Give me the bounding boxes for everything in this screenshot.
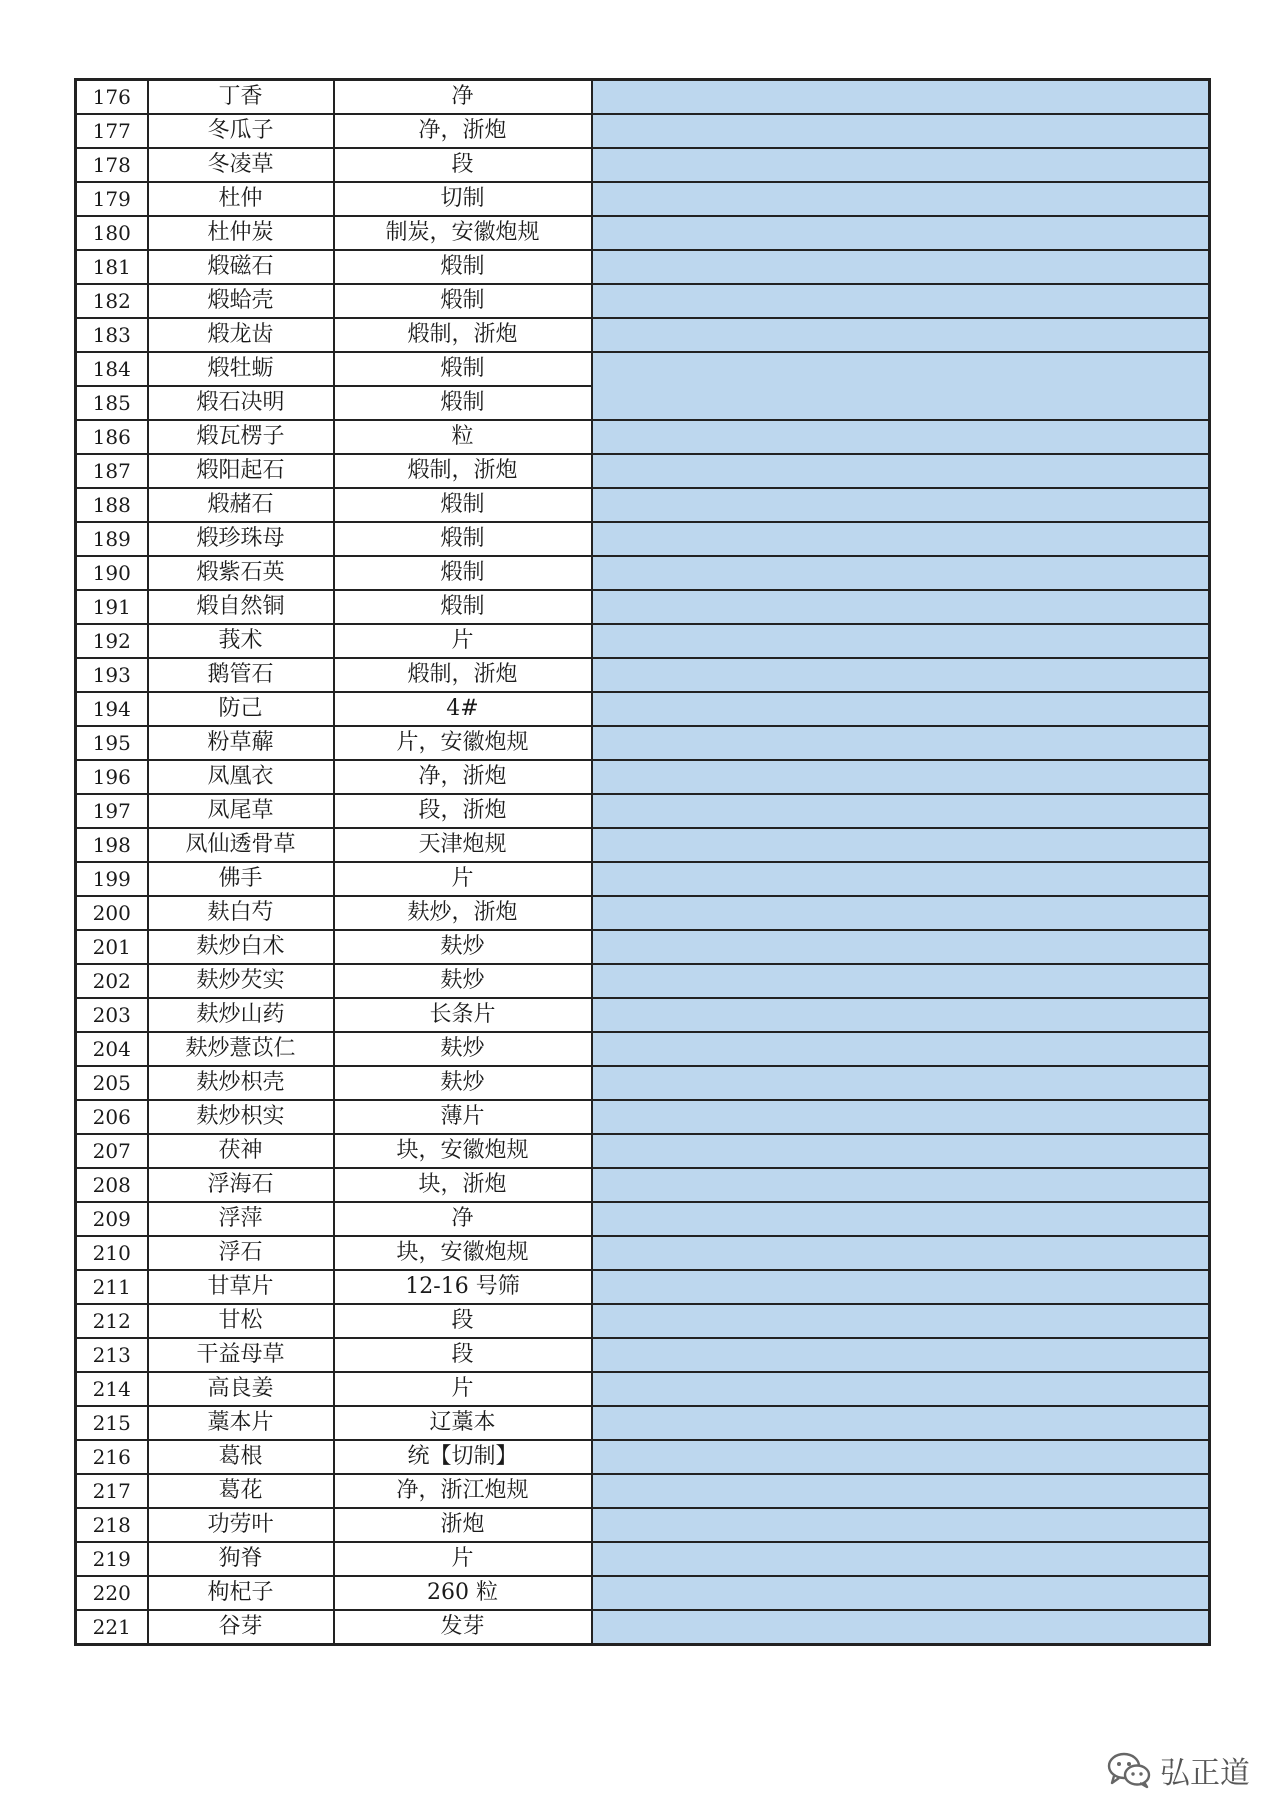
highlight-cell — [592, 1134, 1210, 1168]
table-row — [76, 1066, 1210, 1100]
herb-name: 麸炒白术 — [148, 930, 334, 964]
highlight-cell — [592, 692, 1210, 726]
highlight-cell — [592, 352, 1210, 420]
herb-name: 煅石决明 — [148, 386, 334, 420]
row-number: 203 — [76, 998, 148, 1032]
herb-spec: 净 — [334, 80, 592, 115]
herb-name: 煅磁石 — [148, 250, 334, 284]
row-number: 200 — [76, 896, 148, 930]
table-row — [76, 1440, 1210, 1474]
herb-spec: 制炭，安徽炮规 — [334, 216, 592, 250]
herb-name: 浮石 — [148, 1236, 334, 1270]
row-number: 213 — [76, 1338, 148, 1372]
herb-name: 麸炒芡实 — [148, 964, 334, 998]
row-number: 202 — [76, 964, 148, 998]
herb-name: 冬凌草 — [148, 148, 334, 182]
highlight-cell — [592, 1236, 1210, 1270]
herb-name: 麸炒枳壳 — [148, 1066, 334, 1100]
herb-spec: 段 — [334, 1304, 592, 1338]
row-number: 185 — [76, 386, 148, 420]
herb-spec: 片 — [334, 1542, 592, 1576]
highlight-cell — [592, 182, 1210, 216]
herb-name: 麸炒山药 — [148, 998, 334, 1032]
herb-spec: 煅制，浙炮 — [334, 454, 592, 488]
herb-name: 凤凰衣 — [148, 760, 334, 794]
table-row — [76, 1406, 1210, 1440]
row-number: 192 — [76, 624, 148, 658]
table-row — [76, 1304, 1210, 1338]
table-row — [76, 1134, 1210, 1168]
herb-name: 凤仙透骨草 — [148, 828, 334, 862]
row-number: 181 — [76, 250, 148, 284]
herb-name: 丁香 — [148, 80, 334, 115]
herb-name: 冬瓜子 — [148, 114, 334, 148]
herb-name: 枸杞子 — [148, 1576, 334, 1610]
table-row — [76, 828, 1210, 862]
row-number: 179 — [76, 182, 148, 216]
row-number: 207 — [76, 1134, 148, 1168]
herb-name: 谷芽 — [148, 1610, 334, 1645]
row-number: 206 — [76, 1100, 148, 1134]
herb-name: 浮海石 — [148, 1168, 334, 1202]
herb-spec: 净，浙炮 — [334, 760, 592, 794]
row-number: 210 — [76, 1236, 148, 1270]
herb-spec: 煅制 — [334, 522, 592, 556]
row-number: 208 — [76, 1168, 148, 1202]
row-number: 196 — [76, 760, 148, 794]
table-row — [76, 216, 1210, 250]
table-row — [76, 998, 1210, 1032]
highlight-cell — [592, 420, 1210, 454]
herb-spec: 煅制，浙炮 — [334, 658, 592, 692]
highlight-cell — [592, 454, 1210, 488]
herb-name: 甘松 — [148, 1304, 334, 1338]
herb-spec: 麸炒，浙炮 — [334, 896, 592, 930]
highlight-cell — [592, 624, 1210, 658]
highlight-cell — [592, 114, 1210, 148]
row-number: 204 — [76, 1032, 148, 1066]
herb-spec: 煅制 — [334, 488, 592, 522]
highlight-cell — [592, 1440, 1210, 1474]
table-row — [76, 1372, 1210, 1406]
table-row — [76, 318, 1210, 352]
row-number: 177 — [76, 114, 148, 148]
table-row — [76, 1508, 1210, 1542]
herb-spec: 浙炮 — [334, 1508, 592, 1542]
row-number: 189 — [76, 522, 148, 556]
table-row — [76, 250, 1210, 284]
herb-spec: 净，浙江炮规 — [334, 1474, 592, 1508]
herb-spec: 块，安徽炮规 — [334, 1236, 592, 1270]
highlight-cell — [592, 284, 1210, 318]
row-number: 198 — [76, 828, 148, 862]
highlight-cell — [592, 318, 1210, 352]
row-number: 191 — [76, 590, 148, 624]
herb-name: 煅蛤壳 — [148, 284, 334, 318]
row-number: 220 — [76, 1576, 148, 1610]
herb-spec: 12-16 号筛 — [334, 1270, 592, 1304]
highlight-cell — [592, 1270, 1210, 1304]
herb-name: 煅赭石 — [148, 488, 334, 522]
herb-spec: 片 — [334, 1372, 592, 1406]
table-row — [76, 114, 1210, 148]
table-row — [76, 488, 1210, 522]
herb-name: 葛根 — [148, 1440, 334, 1474]
herb-name: 麸白芍 — [148, 896, 334, 930]
row-number: 190 — [76, 556, 148, 590]
row-number: 221 — [76, 1610, 148, 1645]
table-row — [76, 182, 1210, 216]
herb-spec: 煅制 — [334, 250, 592, 284]
herb-spec: 块，浙炮 — [334, 1168, 592, 1202]
highlight-cell — [592, 522, 1210, 556]
herb-name: 杜仲 — [148, 182, 334, 216]
highlight-cell — [592, 1168, 1210, 1202]
table-row — [76, 1338, 1210, 1372]
highlight-cell — [592, 896, 1210, 930]
herb-spec: 煅制 — [334, 352, 592, 386]
herb-name: 煅自然铜 — [148, 590, 334, 624]
herb-spec: 净 — [334, 1202, 592, 1236]
table-row — [76, 1202, 1210, 1236]
row-number: 187 — [76, 454, 148, 488]
herb-spec: 段 — [334, 1338, 592, 1372]
table-row — [76, 454, 1210, 488]
table-row — [76, 1610, 1210, 1645]
herb-name: 葛花 — [148, 1474, 334, 1508]
table-row — [76, 1576, 1210, 1610]
herb-spec: 净，浙炮 — [334, 114, 592, 148]
highlight-cell — [592, 1474, 1210, 1508]
highlight-cell — [592, 1610, 1210, 1645]
herb-spec: 辽藁本 — [334, 1406, 592, 1440]
row-number: 180 — [76, 216, 148, 250]
row-number: 216 — [76, 1440, 148, 1474]
row-number: 178 — [76, 148, 148, 182]
highlight-cell — [592, 1542, 1210, 1576]
table-row — [76, 556, 1210, 590]
herb-spec: 4# — [334, 692, 592, 726]
row-number: 211 — [76, 1270, 148, 1304]
table-row — [76, 1100, 1210, 1134]
herb-spec: 煅制 — [334, 590, 592, 624]
table-row — [76, 1542, 1210, 1576]
table-row — [76, 658, 1210, 692]
table-row — [76, 726, 1210, 760]
table-row — [76, 148, 1210, 182]
highlight-cell — [592, 1338, 1210, 1372]
highlight-cell — [592, 1576, 1210, 1610]
row-number: 193 — [76, 658, 148, 692]
row-number: 218 — [76, 1508, 148, 1542]
highlight-cell — [592, 1066, 1210, 1100]
highlight-cell — [592, 1202, 1210, 1236]
table-row — [76, 930, 1210, 964]
herb-name: 凤尾草 — [148, 794, 334, 828]
herb-name: 甘草片 — [148, 1270, 334, 1304]
herb-name: 煅牡蛎 — [148, 352, 334, 386]
herb-spec: 段 — [334, 148, 592, 182]
row-number: 209 — [76, 1202, 148, 1236]
row-number: 186 — [76, 420, 148, 454]
row-number: 201 — [76, 930, 148, 964]
table-row — [76, 1474, 1210, 1508]
herb-name: 鹅管石 — [148, 658, 334, 692]
table-row — [76, 1032, 1210, 1066]
watermark — [1106, 1748, 1250, 1792]
herb-name: 狗脊 — [148, 1542, 334, 1576]
table-row — [76, 80, 1210, 115]
row-number: 219 — [76, 1542, 148, 1576]
herb-spec: 煅制，浙炮 — [334, 318, 592, 352]
herb-name: 煅紫石英 — [148, 556, 334, 590]
herb-spec: 块，安徽炮规 — [334, 1134, 592, 1168]
herb-name: 煅珍珠母 — [148, 522, 334, 556]
table-row — [76, 624, 1210, 658]
herb-name: 浮萍 — [148, 1202, 334, 1236]
highlight-cell — [592, 556, 1210, 590]
herb-name: 粉草薢 — [148, 726, 334, 760]
herb-name: 高良姜 — [148, 1372, 334, 1406]
highlight-cell — [592, 1508, 1210, 1542]
highlight-cell — [592, 658, 1210, 692]
row-number: 176 — [76, 80, 148, 115]
highlight-cell — [592, 930, 1210, 964]
row-number: 205 — [76, 1066, 148, 1100]
row-number: 214 — [76, 1372, 148, 1406]
watermark-text: 弘正道 — [1160, 1756, 1250, 1791]
herb-spec: 段，浙炮 — [334, 794, 592, 828]
herb-spec: 煅制 — [334, 386, 592, 420]
table-row — [76, 794, 1210, 828]
herb-spec: 煅制 — [334, 284, 592, 318]
herb-name: 麸炒枳实 — [148, 1100, 334, 1134]
highlight-cell — [592, 488, 1210, 522]
row-number: 184 — [76, 352, 148, 386]
table-row — [76, 352, 1210, 386]
wechat-logo-icon — [1106, 1750, 1152, 1790]
herb-spec: 切制 — [334, 182, 592, 216]
herb-spec: 天津炮规 — [334, 828, 592, 862]
highlight-cell — [592, 590, 1210, 624]
table-row — [76, 760, 1210, 794]
row-number: 195 — [76, 726, 148, 760]
herb-name: 莪术 — [148, 624, 334, 658]
herb-spec: 煅制 — [334, 556, 592, 590]
herb-spec: 片 — [334, 862, 592, 896]
herb-name: 藁本片 — [148, 1406, 334, 1440]
highlight-cell — [592, 1304, 1210, 1338]
highlight-cell — [592, 1032, 1210, 1066]
herb-table — [74, 78, 1211, 1646]
table-row — [76, 896, 1210, 930]
highlight-cell — [592, 964, 1210, 998]
herb-name: 防己 — [148, 692, 334, 726]
table-row — [76, 1236, 1210, 1270]
herb-name: 煅龙齿 — [148, 318, 334, 352]
highlight-cell — [592, 794, 1210, 828]
row-number: 199 — [76, 862, 148, 896]
herb-spec: 260 粒 — [334, 1576, 592, 1610]
highlight-cell — [592, 862, 1210, 896]
highlight-cell — [592, 1100, 1210, 1134]
row-number: 215 — [76, 1406, 148, 1440]
highlight-cell — [592, 760, 1210, 794]
row-number: 182 — [76, 284, 148, 318]
highlight-cell — [592, 998, 1210, 1032]
highlight-cell — [592, 1406, 1210, 1440]
row-number: 183 — [76, 318, 148, 352]
herb-spec: 粒 — [334, 420, 592, 454]
herb-spec: 麸炒 — [334, 1032, 592, 1066]
herb-table-body — [76, 80, 1210, 1645]
herb-spec: 片 — [334, 624, 592, 658]
row-number: 217 — [76, 1474, 148, 1508]
herb-spec: 片，安徽炮规 — [334, 726, 592, 760]
herb-name: 茯神 — [148, 1134, 334, 1168]
highlight-cell — [592, 148, 1210, 182]
herb-spec: 长条片 — [334, 998, 592, 1032]
highlight-cell — [592, 828, 1210, 862]
row-number: 188 — [76, 488, 148, 522]
highlight-cell — [592, 80, 1210, 115]
herb-name: 杜仲炭 — [148, 216, 334, 250]
herb-name: 佛手 — [148, 862, 334, 896]
herb-spec: 麸炒 — [334, 964, 592, 998]
highlight-cell — [592, 250, 1210, 284]
table-row — [76, 1270, 1210, 1304]
herb-spec: 麸炒 — [334, 1066, 592, 1100]
highlight-cell — [592, 216, 1210, 250]
table-row — [76, 692, 1210, 726]
row-number: 212 — [76, 1304, 148, 1338]
herb-name: 功劳叶 — [148, 1508, 334, 1542]
row-number: 197 — [76, 794, 148, 828]
highlight-cell — [592, 1372, 1210, 1406]
herb-spec: 麸炒 — [334, 930, 592, 964]
table-row — [76, 590, 1210, 624]
herb-name: 干益母草 — [148, 1338, 334, 1372]
herb-spec: 统【切制】 — [334, 1440, 592, 1474]
herb-spec: 发芽 — [334, 1610, 592, 1645]
herb-name: 煅阳起石 — [148, 454, 334, 488]
table-row — [76, 964, 1210, 998]
table-row — [76, 862, 1210, 896]
highlight-cell — [592, 726, 1210, 760]
herb-name: 煅瓦楞子 — [148, 420, 334, 454]
table-row — [76, 420, 1210, 454]
herb-spec: 薄片 — [334, 1100, 592, 1134]
table-row — [76, 522, 1210, 556]
herb-name: 麸炒薏苡仁 — [148, 1032, 334, 1066]
row-number: 194 — [76, 692, 148, 726]
table-row — [76, 284, 1210, 318]
table-row — [76, 1168, 1210, 1202]
